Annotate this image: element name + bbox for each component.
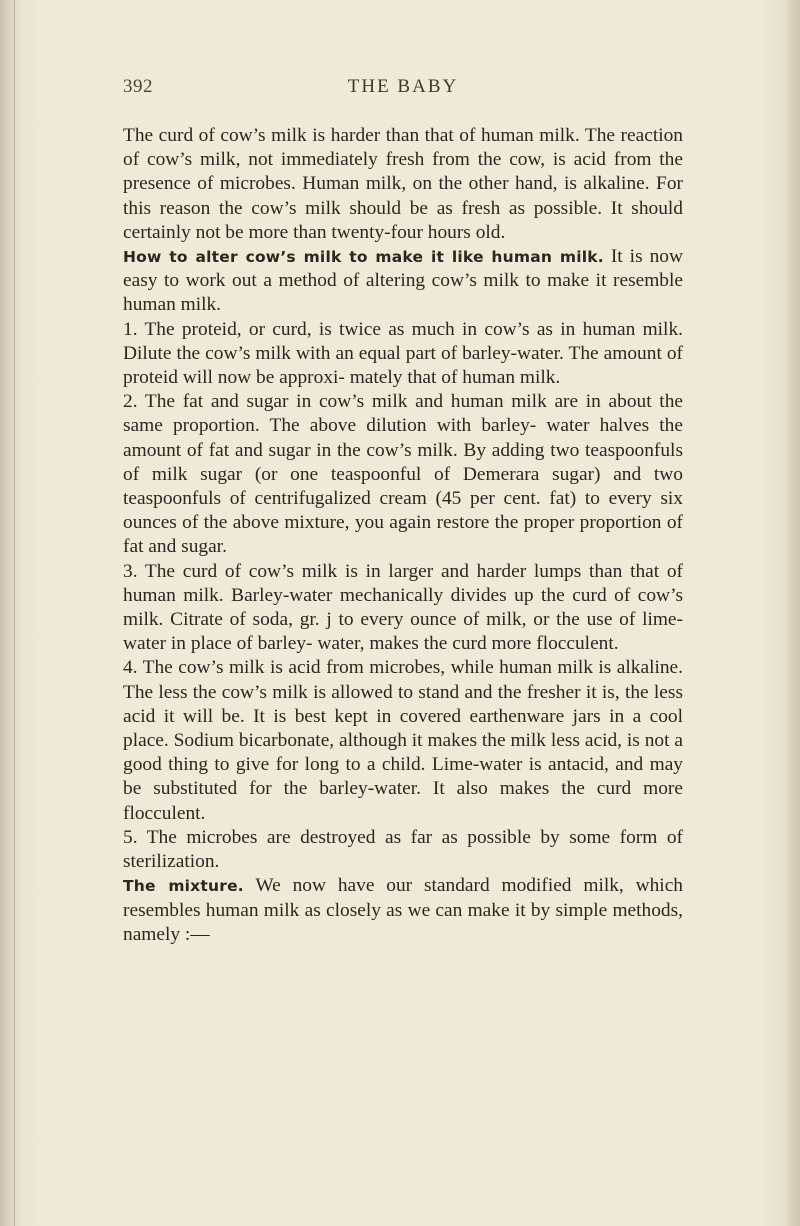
page-binding-shadow [0,0,22,1226]
section-text-alter-milk: It is now easy to work out a method of altering cow’s milk to make it resemble human milk. [123,246,683,316]
section-heading-alter-milk: How to alter cow’s milk to make it like human milk. [123,248,604,267]
numbered-item-3: 3. The curd of cow’s milk is in larger and harder lumps than that of human milk. Barley-water mechanically divides up the curd of cow’s milk. Citrate of soda, gr. j to every ounce of milk, or the use of lime-water in place of barley- water, makes the curd more flocculent. [123,560,683,655]
numbered-item-5: 5. The microbes are destroyed as far as possible by some form of sterilization. [123,826,683,873]
section-paragraph-mixture [123,874,683,947]
page-number: 392 [123,76,153,97]
page-header [123,76,683,104]
page-body [123,124,683,947]
section-heading-mixture: The mixture. [123,877,244,896]
intro-paragraph: The curd of cow’s milk is harder than that of human milk. The reaction of cow’s milk, not immediately fresh from the cow, is acid from the presence of microbes. Human milk, on the other hand, is alkaline. For this reason the cow’s milk should be as fresh as possible. It should certainly not be more than twenty-four hours old. [123,125,683,243]
page-edge-shadow [786,0,800,1226]
numbered-item-2: 2. The fat and sugar in cow’s milk and human milk are in about the same proportion. The above dilution with barley- water halves the amount of fat and sugar in the cow’s milk. By adding two teaspoonfuls of milk sugar (or one teaspoonful of Demerara sugar) and two teaspoonfuls of centrifugalized cream (45 per cent. fat) to every six ounces of the above mixture, you again restore the proper proportion of fat and sugar. [123,391,683,558]
section-text-mixture: We now have our standard modified milk, which resembles human milk as closely as we can make it by simple methods, namely :— [123,875,683,945]
numbered-item-1: 1. The proteid, or curd, is twice as much in cow’s as in human milk. Dilute the cow’s milk with an equal part of barley-water. The amount of proteid will now be approxi- mately that of human milk. [123,318,683,389]
numbered-item-4: 4. The cow’s milk is acid from microbes, while human milk is alkaline. The less the cow’s milk is allowed to stand and the fresher it is, the less acid it will be. It is best kept in covered earthenware jars in a cool place. Sodium bicarbonate, although it makes the milk less acid, is not a good thing to give for long to a child. Lime-water is antacid, and may be substituted for the barley-water. It also makes the curd more flocculent. [123,657,683,824]
running-title: THE BABY [347,76,459,97]
section-paragraph-alter-milk [123,245,683,318]
